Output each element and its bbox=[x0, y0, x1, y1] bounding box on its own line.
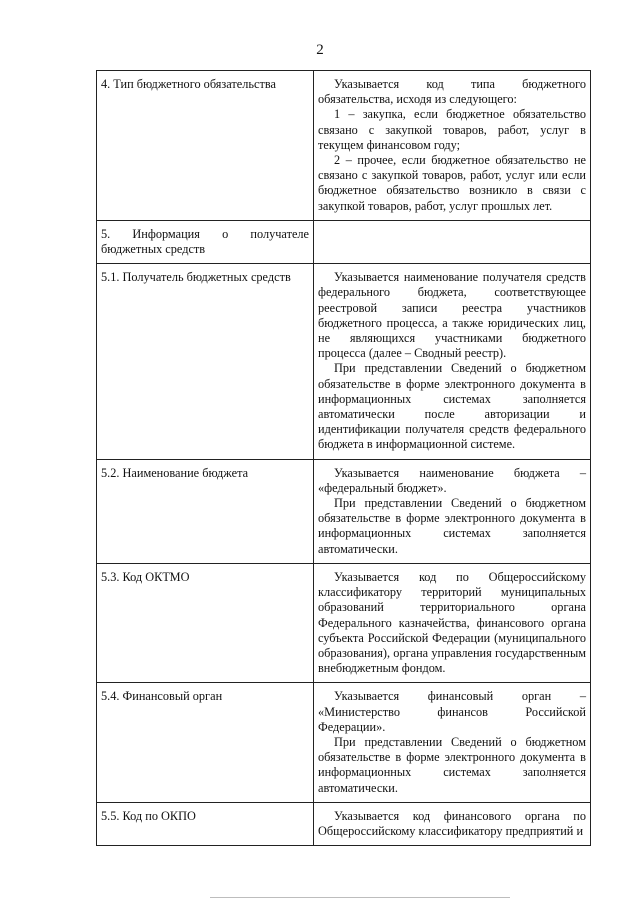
requirements-table bbox=[96, 70, 591, 846]
row-description-cell bbox=[314, 802, 591, 845]
row-label: 5.4. Финансовый орган bbox=[101, 689, 223, 704]
description-paragraph: При представлении Сведений о бюджетном обязательстве в форме электронного документа в информационных системах заполняется автоматически после авторизации и идентификации получателя средств федерального бюджета в информационной системе. bbox=[318, 361, 586, 452]
table-row bbox=[97, 220, 591, 263]
description-paragraph: При представлении Сведений о бюджетном обязательстве в форме электронного документа в информационных системах заполняется автоматически. bbox=[318, 734, 586, 795]
row-label: 5.3. Код ОКТМО bbox=[101, 569, 190, 584]
row-label: 5.2. Наименование бюджета bbox=[101, 465, 249, 480]
table-row bbox=[97, 459, 591, 563]
description-paragraph: При представлении Сведений о бюджетном обязательстве в форме электронного документа в информационных системах заполняется автоматически. bbox=[318, 496, 586, 556]
row-label-cell bbox=[97, 264, 314, 459]
row-label: 5. Информация о получателе бюджетных средств bbox=[101, 226, 309, 257]
row-label-cell bbox=[97, 683, 314, 802]
row-label-cell bbox=[97, 563, 314, 682]
table-row bbox=[97, 71, 591, 221]
description-paragraph: Указывается наименование бюджета – «федеральный бюджет». bbox=[318, 465, 586, 495]
row-label-cell bbox=[97, 459, 314, 563]
row-description-cell bbox=[314, 563, 591, 682]
description-paragraph: Указывается код финансового органа по Общероссийскому классификатору предприятий и bbox=[318, 808, 586, 838]
row-description-cell bbox=[314, 264, 591, 459]
row-label-cell bbox=[97, 802, 314, 845]
description-paragraph: 1 – закупка, если бюджетное обязательство связано с закупкой товаров, работ, услуг в текущем финансовом году; bbox=[318, 107, 586, 152]
page-number: 2 bbox=[316, 42, 324, 58]
description-paragraph: Указывается код типа бюджетного обязательства, исходя из следующего: bbox=[318, 77, 586, 107]
description-paragraph: Указывается наименование получателя средств федерального бюджета, соответствующее реестровой записи реестра участников бюджетного процесса, а также юридических лиц, не являющихся участниками бюджетного процесса (далее – Сводный реестр). bbox=[318, 270, 586, 361]
table-row bbox=[97, 802, 591, 845]
description-paragraph: Указывается код по Общероссийскому классификатору территорий муниципальных образований территориального органа Федерального казначейства, финансового органа субъекта Российской Федерации (муниципального образования), органа управления государственным внебюджетным фондом. bbox=[318, 569, 586, 676]
row-label: 4. Тип бюджетного обязательства bbox=[101, 77, 276, 91]
row-label: 5.5. Код по ОКПО bbox=[101, 808, 196, 823]
table-row bbox=[97, 264, 591, 459]
row-description-cell bbox=[314, 683, 591, 802]
description-paragraph: 2 – прочее, если бюджетное обязательство не связано с закупкой товаров, работ, услуг или если бюджетное обязательство возникло в связи с закупкой товаров, работ, услуг прошлых лет. bbox=[318, 153, 586, 213]
row-label: 5.1. Получатель бюджетных средств bbox=[101, 270, 291, 285]
table-row bbox=[97, 683, 591, 802]
scan-edge-line bbox=[210, 897, 510, 898]
row-label-cell bbox=[97, 71, 314, 221]
row-description-cell bbox=[314, 220, 591, 263]
table-row bbox=[97, 563, 591, 682]
description-paragraph: Указывается финансовый орган – «Министерство финансов Российской Федерации». bbox=[318, 689, 586, 734]
row-description-cell bbox=[314, 459, 591, 563]
row-description-cell bbox=[314, 71, 591, 221]
row-label-cell bbox=[97, 220, 314, 263]
